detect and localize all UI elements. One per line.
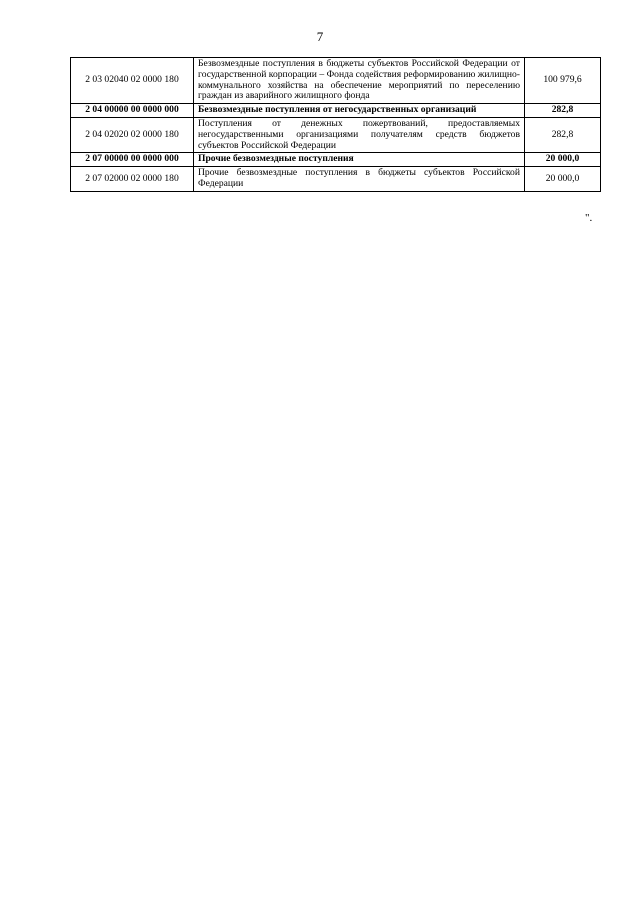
table-row-section	[71, 104, 601, 118]
revenue-name-cell: Прочие безвозмездные поступления в бюджеты субъектов Российской Федерации	[194, 167, 525, 192]
amount-cell: 282,8	[525, 104, 601, 118]
amount-cell: 100 979,6	[525, 58, 601, 104]
budget-code-cell: 2 07 00000 00 0000 000	[71, 153, 194, 167]
page-number: 7	[316, 29, 324, 44]
table-row	[71, 167, 601, 192]
revenue-name-cell: Безвозмездные поступления в бюджеты субъектов Российской Федерации от государственной корпорации – Фонда содействия реформированию жилищно-коммунального хозяйства на обеспечение мероприятий по переселению граждан из аварийного жилищного фонда	[194, 58, 525, 104]
amount-cell: 20 000,0	[525, 153, 601, 167]
budget-code-cell: 2 07 02000 02 0000 180	[71, 167, 194, 192]
amount-cell: 282,8	[525, 117, 601, 152]
table-row	[71, 58, 601, 104]
revenue-name-cell: Поступления от денежных пожертвований, предоставляемых негосударственными организациями получателям средств бюджетов субъектов Российской Федерации	[194, 117, 525, 152]
revenue-name-cell: Прочие безвозмездные поступления	[194, 153, 525, 167]
budget-code-cell: 2 04 02020 02 0000 180	[71, 117, 194, 152]
budget-code-cell: 2 04 00000 00 0000 000	[71, 104, 194, 118]
budget-code-cell: 2 03 02040 02 0000 180	[71, 58, 194, 104]
revenue-table	[70, 57, 601, 192]
amount-cell: 20 000,0	[525, 167, 601, 192]
table-row-section	[71, 153, 601, 167]
revenue-name-cell: Безвозмездные поступления от негосударственных организаций	[194, 104, 525, 118]
closing-quote-mark: ".	[585, 212, 593, 224]
table-row	[71, 117, 601, 152]
